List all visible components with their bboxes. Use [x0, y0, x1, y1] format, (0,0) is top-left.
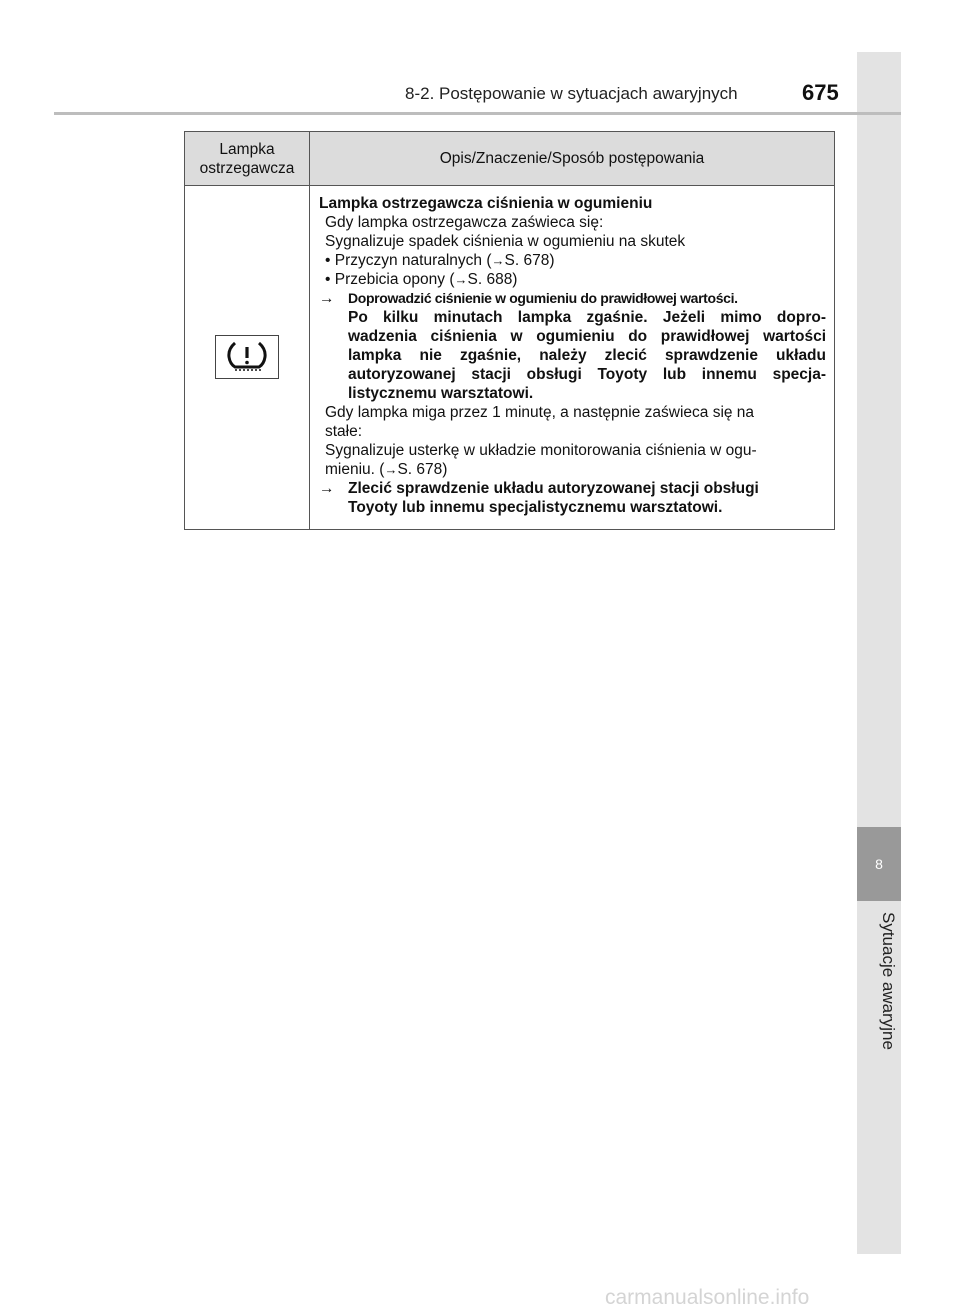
- page-number: 675: [802, 80, 839, 105]
- bullet-text: • Przyczyn naturalnych (: [325, 252, 492, 269]
- chapter-title: Sytuacje awaryjne: [879, 912, 898, 1050]
- section-title: 8-2. Postępowanie w sytuacjach awaryjnych: [405, 84, 738, 103]
- case2-text: mieniu. (: [325, 461, 385, 478]
- icon-cell: [185, 186, 310, 530]
- case2-text: Gdy lampka miga przez 1 minutę, a następnie zaświeca się na: [325, 404, 755, 421]
- ref-arrow-icon: →: [491, 253, 505, 268]
- action1-line: lampka nie zgaśnie, należy zlecić sprawdzenie układu: [348, 347, 826, 364]
- warning-title: Lampka ostrzegawcza ciśnienia w ogumieniu: [319, 195, 653, 212]
- case1-text: Gdy lampka ostrzegawcza zaświeca się:: [325, 214, 604, 231]
- arrow-icon: →: [319, 480, 335, 497]
- header-rule: [54, 112, 901, 115]
- page-ref[interactable]: S. 678): [504, 252, 555, 269]
- table-header-row: [185, 132, 835, 186]
- case2-text: stałe:: [325, 423, 363, 440]
- case2-description: Sygnalizuje usterkę w układzie monitorowania ciśnienia w ogu-: [325, 442, 757, 459]
- chapter-number: 8: [857, 827, 901, 901]
- description-cell: [310, 186, 835, 530]
- warning-light-table: [184, 131, 835, 530]
- action2-line: Toyoty lub innemu specjalistycznemu warsztatowi.: [348, 499, 723, 516]
- case1-description: Sygnalizuje spadek ciśnienia w ogumieniu na skutek: [325, 233, 686, 250]
- arrow-icon: →: [319, 290, 335, 307]
- action2-line: Zlecić sprawdzenie układu autoryzowanej stacji obsługi: [348, 480, 759, 497]
- column-header-warning-light: Lampka ostrzegawcza: [185, 132, 310, 186]
- bullet-natural-causes: [319, 251, 826, 270]
- action1-block: [319, 289, 826, 403]
- action1-line: wadzenia ciśnienia w ogumieniu do prawidłowej wartości: [348, 328, 826, 345]
- watermark: carmanualsonline.info: [605, 1286, 810, 1309]
- page-ref[interactable]: S. 688): [467, 271, 518, 288]
- side-tab: [857, 52, 901, 1254]
- column-header-description: Opis/Znaczenie/Sposób postępowania: [310, 132, 835, 186]
- ref-arrow-icon: →: [384, 462, 398, 477]
- page-ref[interactable]: S. 678): [397, 461, 448, 478]
- action1-line: autoryzowanej stacji obsługi Toyoty lub innemu specja-: [348, 366, 826, 383]
- action1-line: listycznemu warsztatowi.: [348, 385, 534, 402]
- bullet-text: • Przebicia opony (: [325, 271, 455, 288]
- case2-description-ref: [319, 460, 826, 479]
- tire-pressure-warning-icon: [215, 335, 279, 379]
- action2-block: [319, 479, 826, 517]
- action1-line: Po kilku minutach lampka zgaśnie. Jeżeli mimo dopro-: [348, 309, 826, 326]
- action1-line: Doprowadzić ciśnienie w ogumieniu do prawidłowej wartości.: [348, 290, 738, 306]
- ref-arrow-icon: →: [454, 272, 468, 287]
- table-row: [185, 186, 835, 530]
- bullet-puncture: [319, 270, 826, 289]
